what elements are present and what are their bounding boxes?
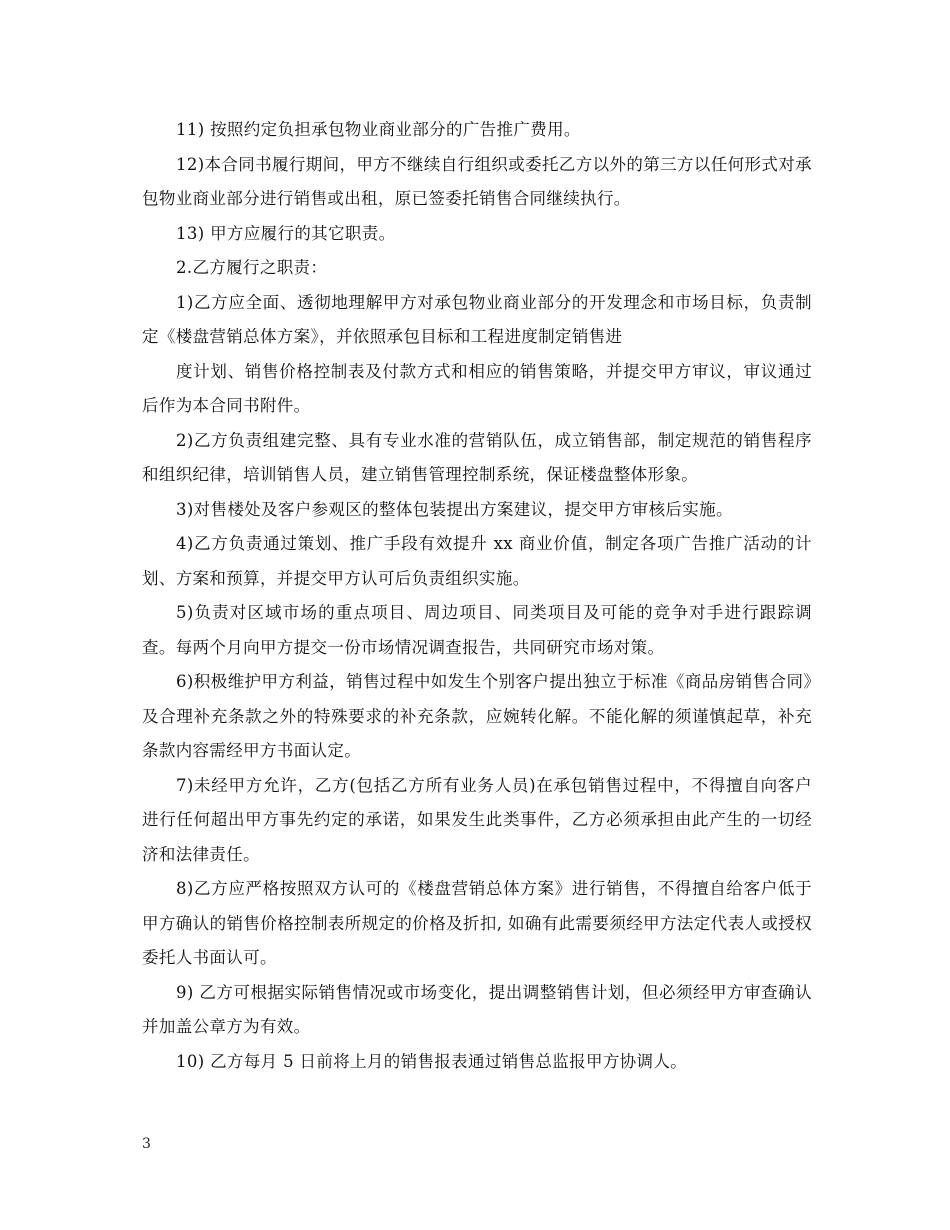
paragraph-11: 11) 按照约定负担承包物业商业部分的广告推广费用。 <box>176 120 581 139</box>
clause-1-continuation: 度计划、销售价格控制表及付款方式和相应的销售策略，并提交甲方审议，审议通过后作为本合同书附件。 <box>142 361 812 415</box>
section-heading-2: 2.乙方履行之职责： <box>176 258 328 277</box>
clause-5: 5)负责对区域市场的重点项目、周边项目、同类项目及可能的竞争对手进行跟踪调查。每两个月向甲方提交一份市场情况调查报告，共同研究市场对策。 <box>142 603 812 657</box>
clause-6: 6)积极维护甲方利益，销售过程中如发生个别客户提出独立于标准《商品房销售合同》及合理补充条款之外的特殊要求的补充条款，应婉转化解。不能化解的须谨慎起草，补充条款内容需经甲方书面认定。 <box>142 672 812 760</box>
paragraph-12: 12)本合同书履行期间，甲方不继续自行组织或委托乙方以外的第三方以任何形式对承包物业商业部分进行销售或出租，原已签委托销售合同继续执行。 <box>142 154 812 208</box>
clause-7: 7)未经甲方允许，乙方(包括乙方所有业务人员)在承包销售过程中，不得擅自向客户进行任何超出甲方事先约定的承诺，如果发生此类事件，乙方必须承担由此产生的一切经济和法律责任。 <box>142 775 812 864</box>
clause-10: 10) 乙方每月 5 日前将上月的销售报表通过销售总监报甲方协调人。 <box>176 1051 688 1071</box>
clause-3: 3)对售楼处及客户参观区的整体包装提出方案建议，提交甲方审核后实施。 <box>176 499 733 519</box>
document-body <box>142 113 812 1079</box>
clause-1: 1)乙方应全面、透彻地理解甲方对承包物业商业部分的开发理念和市场目标，负责制定《楼盘营销总体方案》，并依照承包目标和工程进度制定销售进 <box>142 292 812 346</box>
paragraph-13: 13) 甲方应履行的其它职责。 <box>176 223 396 243</box>
clause-8: 8)乙方应严格按照双方认可的《楼盘营销总体方案》进行销售，不得擅自给客户低于甲方确认的销售价格控制表所规定的价格及折扣, 如确有此需要须经甲方法定代表人或授权委托人书面认可。 <box>142 879 812 967</box>
page-number: 3 <box>142 1136 151 1152</box>
clause-9: 9) 乙方可根据实际销售情况或市场变化，提出调整销售计划，但必须经甲方审查确认并加盖公章方为有效。 <box>142 982 812 1036</box>
clause-4: 4)乙方负责通过策划、推广手段有效提升 xx 商业价值，制定各项广告推广活动的计划、方案和预算，并提交甲方认可后负责组织实施。 <box>142 534 812 588</box>
clause-2: 2)乙方负责组建完整、具有专业水准的营销队伍，成立销售部，制定规范的销售程序和组织纪律，培训销售人员，建立销售管理控制系统，保证楼盘整体形象。 <box>142 430 812 484</box>
